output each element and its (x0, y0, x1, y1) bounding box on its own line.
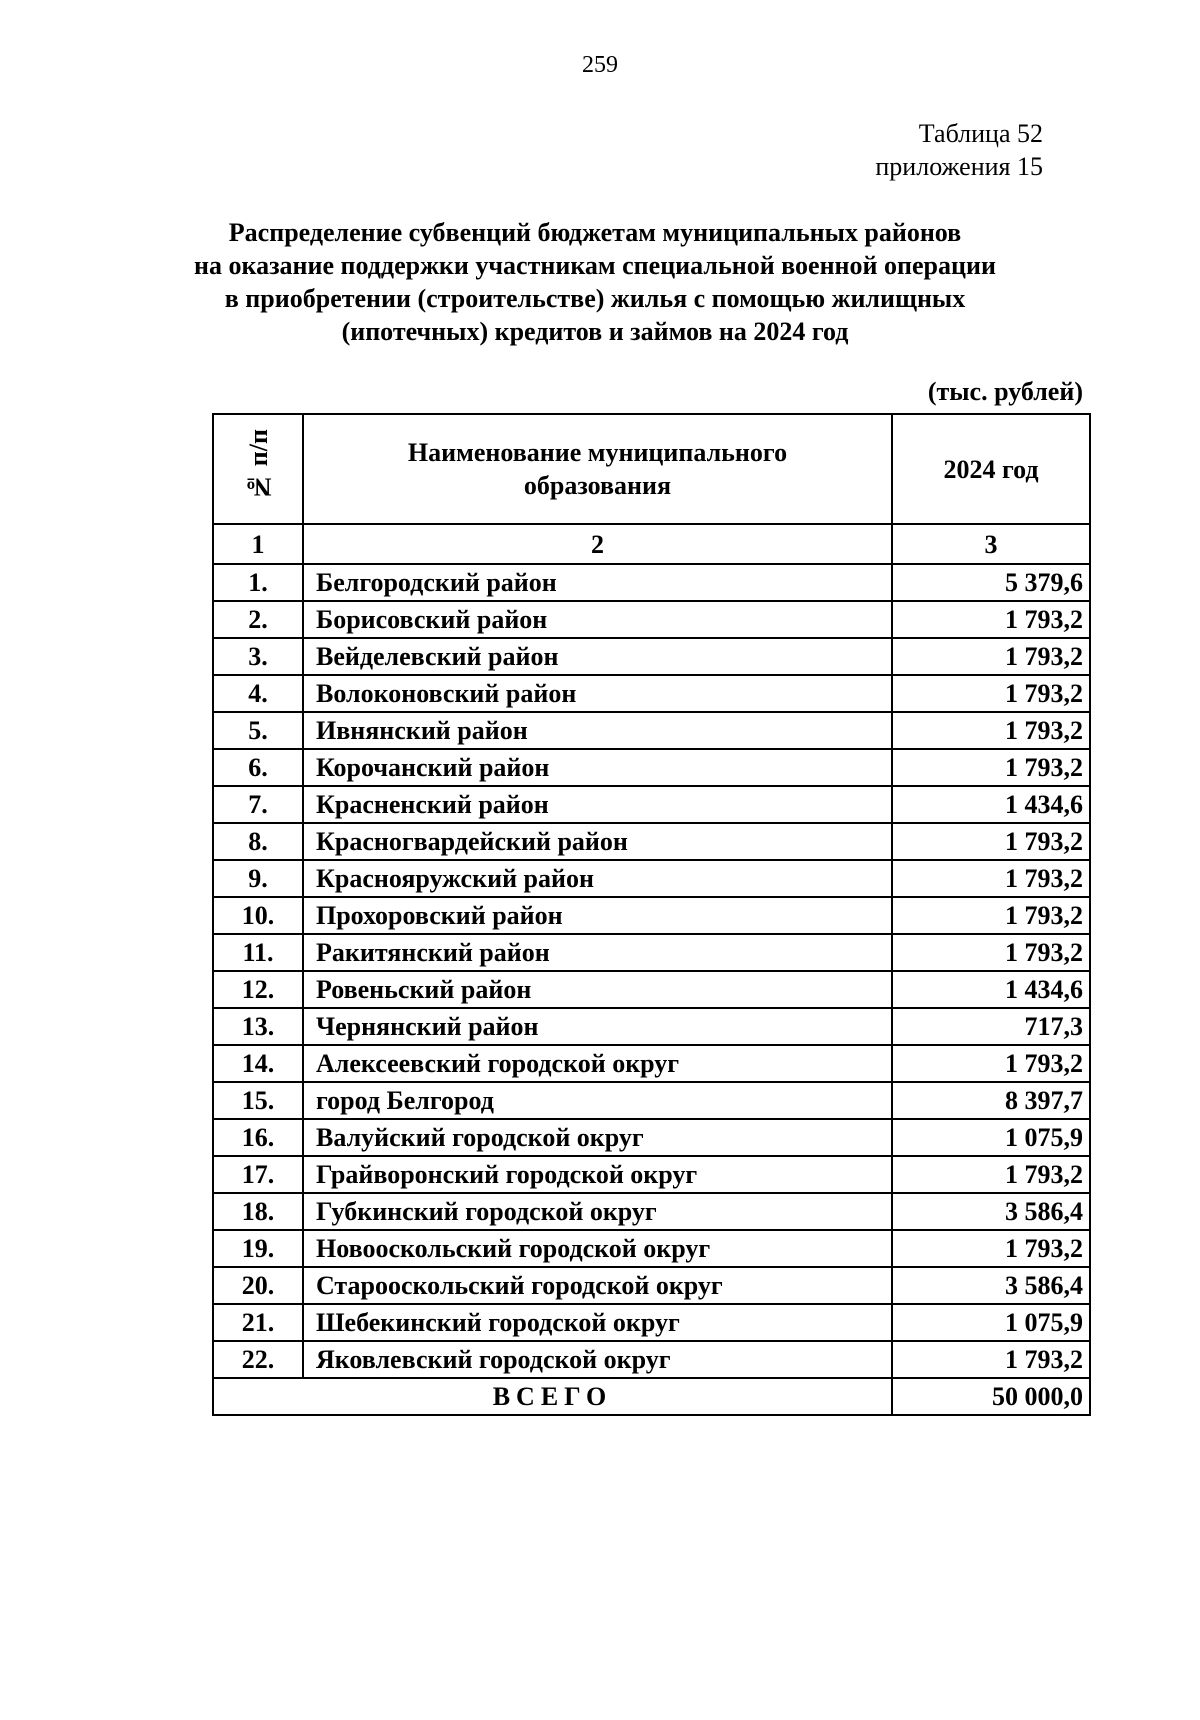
row-number: 9. (213, 860, 303, 897)
table-row (213, 712, 1090, 749)
subsidy-table (212, 413, 1091, 1416)
title-line: (ипотечных) кредитов и займов на 2024 год (341, 317, 849, 346)
table-row (213, 1267, 1090, 1304)
table-row (213, 749, 1090, 786)
row-number: 21. (213, 1304, 303, 1341)
reference-line: Таблица 52 (918, 119, 1043, 148)
table-row (213, 1045, 1090, 1082)
amount-2024: 1 793,2 (892, 1156, 1090, 1193)
table-row (213, 897, 1090, 934)
title-line: Распределение субвенций бюджетам муниципальных районов (228, 218, 962, 247)
column-number: 3 (892, 524, 1090, 564)
row-number: 19. (213, 1230, 303, 1267)
municipality-name: Прохоровский район (303, 897, 892, 934)
municipality-name: Краснояружский район (303, 860, 892, 897)
municipality-name: Грайворонский городской округ (303, 1156, 892, 1193)
municipality-name: город Белгород (303, 1082, 892, 1119)
amount-2024: 1 793,2 (892, 1045, 1090, 1082)
table-row (213, 638, 1090, 675)
municipality-name: Белгородский район (303, 564, 892, 601)
table-reference (875, 117, 1043, 183)
table-row (213, 1341, 1090, 1378)
amount-2024: 717,3 (892, 1008, 1090, 1045)
table-row (213, 1119, 1090, 1156)
row-number: 16. (213, 1119, 303, 1156)
title-line: в приобретении (строительстве) жилья с помощью жилищных (224, 284, 966, 313)
header-name: Наименование муниципального образования (303, 414, 892, 524)
amount-2024: 1 793,2 (892, 1341, 1090, 1378)
header-year: 2024 год (892, 414, 1090, 524)
amount-2024: 1 075,9 (892, 1119, 1090, 1156)
municipality-name: Старооскольский городской округ (303, 1267, 892, 1304)
amount-2024: 1 793,2 (892, 675, 1090, 712)
total-label: ВСЕГО (213, 1378, 892, 1415)
row-number: 11. (213, 934, 303, 971)
row-number: 7. (213, 786, 303, 823)
row-number: 1. (213, 564, 303, 601)
table-header-row (213, 414, 1090, 524)
amount-2024: 1 793,2 (892, 601, 1090, 638)
municipality-name: Борисовский район (303, 601, 892, 638)
row-number: 6. (213, 749, 303, 786)
amount-2024: 1 793,2 (892, 860, 1090, 897)
column-number: 2 (303, 524, 892, 564)
table-row (213, 1230, 1090, 1267)
row-number: 10. (213, 897, 303, 934)
row-number: 3. (213, 638, 303, 675)
row-number: 5. (213, 712, 303, 749)
municipality-name: Яковлевский городской округ (303, 1341, 892, 1378)
municipality-name: Алексеевский городской округ (303, 1045, 892, 1082)
municipality-name: Волоконовский район (303, 675, 892, 712)
table-row (213, 564, 1090, 601)
table-row (213, 971, 1090, 1008)
municipality-name: Вейделевский район (303, 638, 892, 675)
column-number-row (213, 524, 1090, 564)
row-number: 2. (213, 601, 303, 638)
row-number: 14. (213, 1045, 303, 1082)
table-row (213, 786, 1090, 823)
amount-2024: 1 434,6 (892, 786, 1090, 823)
reference-line: приложения 15 (875, 152, 1043, 181)
amount-2024: 8 397,7 (892, 1082, 1090, 1119)
amount-2024: 3 586,4 (892, 1267, 1090, 1304)
row-number: 22. (213, 1341, 303, 1378)
table-row (213, 1008, 1090, 1045)
amount-2024: 5 379,6 (892, 564, 1090, 601)
row-number: 17. (213, 1156, 303, 1193)
amount-2024: 3 586,4 (892, 1193, 1090, 1230)
municipality-name: Красногвардейский район (303, 823, 892, 860)
table-row (213, 1304, 1090, 1341)
municipality-name: Красненский район (303, 786, 892, 823)
municipality-name: Ракитянский район (303, 934, 892, 971)
municipality-name: Чернянский район (303, 1008, 892, 1045)
page-number: 259 (582, 52, 618, 78)
total-row (213, 1378, 1090, 1415)
amount-2024: 1 793,2 (892, 823, 1090, 860)
amount-2024: 1 434,6 (892, 971, 1090, 1008)
municipality-name: Валуйский городской округ (303, 1119, 892, 1156)
amount-2024: 1 075,9 (892, 1304, 1090, 1341)
row-number: 4. (213, 675, 303, 712)
title-line: на оказание поддержки участникам специальной военной операции (194, 251, 996, 280)
column-number: 1 (213, 524, 303, 564)
table-row (213, 1156, 1090, 1193)
row-number: 18. (213, 1193, 303, 1230)
units-label: (тыс. рублей) (927, 377, 1083, 406)
row-number: 12. (213, 971, 303, 1008)
municipality-name: Шебекинский городской округ (303, 1304, 892, 1341)
row-number: 15. (213, 1082, 303, 1119)
municipality-name: Ивнянский район (303, 712, 892, 749)
row-number: 13. (213, 1008, 303, 1045)
table-row (213, 675, 1090, 712)
table-row (213, 934, 1090, 971)
amount-2024: 1 793,2 (892, 1230, 1090, 1267)
document-title (150, 216, 1040, 348)
municipality-name: Губкинский городской округ (303, 1193, 892, 1230)
amount-2024: 1 793,2 (892, 934, 1090, 971)
municipality-name: Ровеньский район (303, 971, 892, 1008)
amount-2024: 1 793,2 (892, 638, 1090, 675)
row-number: 20. (213, 1267, 303, 1304)
table-row (213, 823, 1090, 860)
amount-2024: 1 793,2 (892, 712, 1090, 749)
municipality-name: Новооскольский городской округ (303, 1230, 892, 1267)
table-row (213, 1193, 1090, 1230)
amount-2024: 1 793,2 (892, 897, 1090, 934)
table-row (213, 860, 1090, 897)
amount-2024: 1 793,2 (892, 749, 1090, 786)
table-row (213, 601, 1090, 638)
row-number: 8. (213, 823, 303, 860)
total-value: 50 000,0 (892, 1378, 1090, 1415)
municipality-name: Корочанский район (303, 749, 892, 786)
table-row (213, 1082, 1090, 1119)
header-number: № п/п (213, 414, 303, 524)
